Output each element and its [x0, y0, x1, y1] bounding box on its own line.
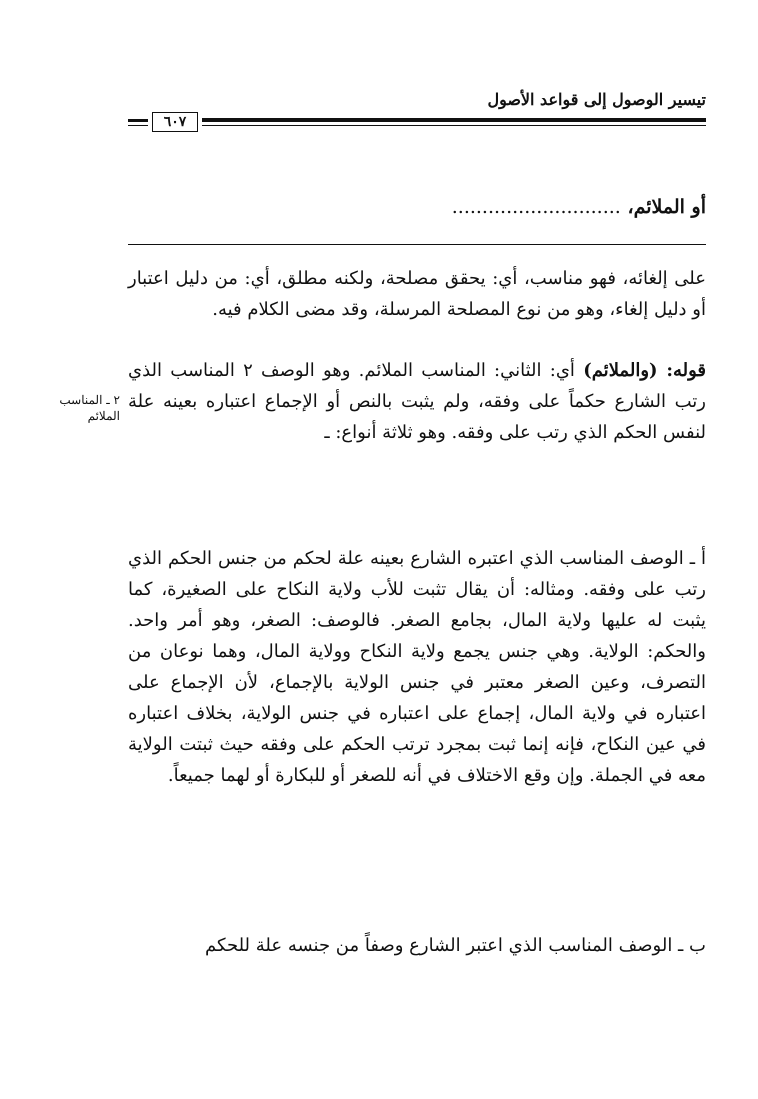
matn-dots: ............................ — [451, 196, 621, 218]
paragraph-1: على إلغائه، فهو مناسب، أي: يحقق مصلحة، ولكنه مطلق، أي: من دليل اعتبار أو دليل إلغاء، وهو من نوع المصلحة المرسلة، وقد مضى الكلام فيه. — [128, 268, 706, 320]
paragraph-2 — [128, 355, 706, 448]
paragraph-2-rest: أي: الثاني: المناسب الملائم. وهو الوصف ٢ المناسب الذي رتب الشارع حكماً على وفقه، ولم يثبت بالنص أو الإجماع اعتباره بعينه علة لنفس الحكم الذي رتب على وفقه. وهو ثلاثة أنواع: ـ — [128, 360, 706, 443]
paragraph-3: أ ـ الوصف المناسب الذي اعتبره الشارع بعينه علة لحكم من جنس الحكم الذي رتب على وفقه. ومثاله: أن يقال تثبت للأب ولاية النكاح على الصغيرة، كما يثبت له عليها ولاية المال، بجامع الصغر. فالوصف: الصغر، وهو أمر واحد. والحكم: الولاية. وهي جنس يجمع ولاية النكاح وولاية المال، وهما نوعان من التصرف، وعين الصغر معتبر في جنس الولاية بالإجماع، لأن الإجماع على اعتباره في ولاية المال، إجماع على اعتباره في جنس الولاية، بخلاف اعتباره في عين النكاح، فإنه إنما ثبت بمجرد ترتب الحكم على وفقه حيث ثبتت الولاية معه في الجملة. وإن وقع الاختلاف في أنه للصغر أو للبكارة أو لهما جميعاً. — [128, 548, 706, 786]
page-number: ٦٠٧ — [152, 112, 198, 132]
header-rule-left-thin — [128, 125, 148, 126]
paragraph-4: ب ـ الوصف المناسب الذي اعتبر الشارع وصفاً من جنسه علة للحكم — [205, 935, 706, 956]
header-rule-left-thick — [128, 119, 148, 122]
book-title: تيسير الوصول إلى قواعد الأصول — [487, 90, 706, 109]
page-header — [128, 90, 706, 140]
matn-line — [128, 196, 706, 218]
paragraph-2-lead: قوله: (والملائم) — [583, 360, 707, 381]
matn-text: أو الملائم، — [627, 196, 706, 218]
margin-note: ٢ ـ المناسب الملائم — [59, 393, 120, 423]
header-rule-thin — [202, 125, 706, 126]
header-rule-thick — [202, 118, 706, 122]
matn-separator — [128, 244, 706, 245]
